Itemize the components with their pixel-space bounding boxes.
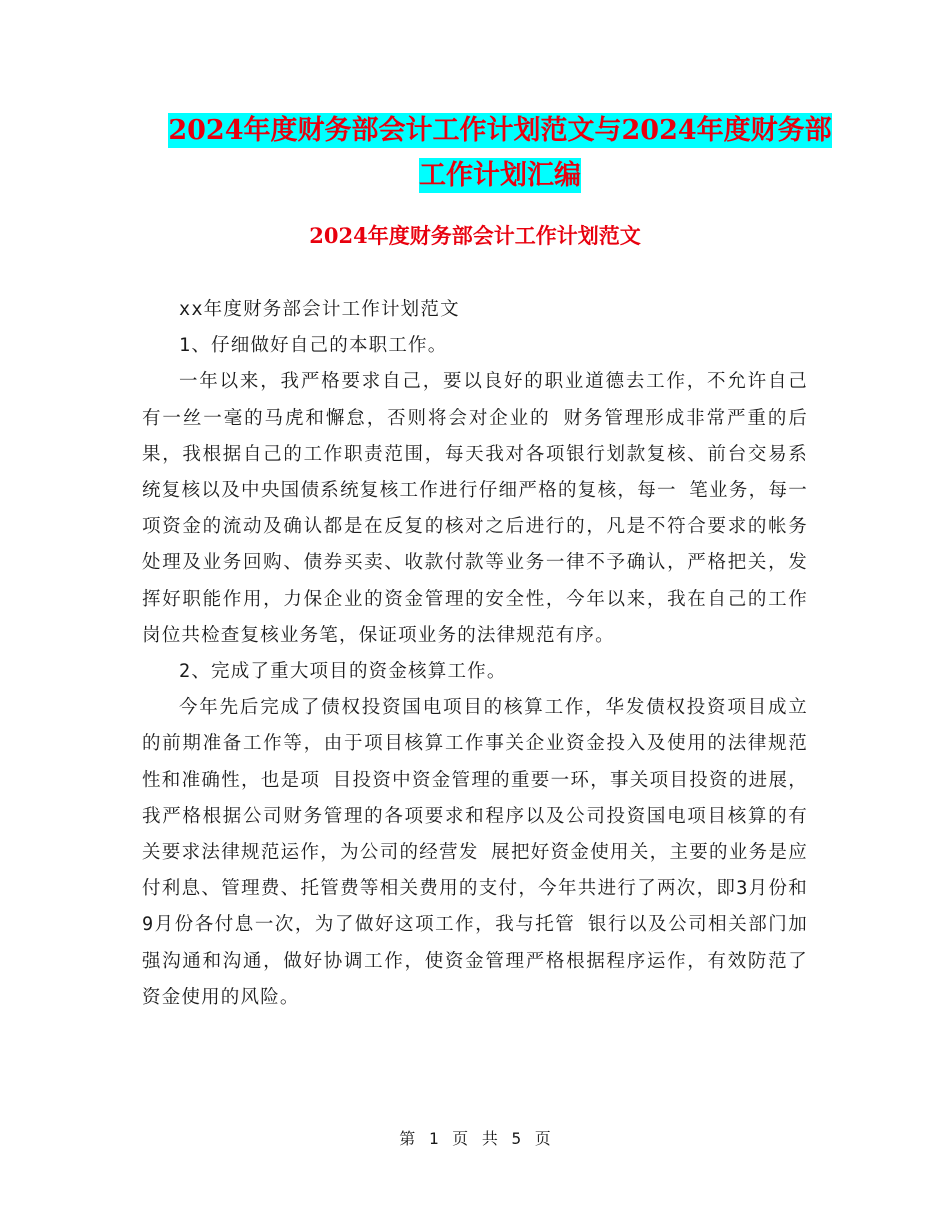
document-title — [150, 108, 850, 198]
document-body — [142, 292, 808, 1016]
paragraph: xx年度财务部会计工作计划范文 — [179, 299, 460, 320]
title-line-1: 2024年度财务部会计工作计划范文与2024年度财务部 — [168, 115, 832, 146]
paragraph: 1、仔细做好自己的本职工作。 — [179, 335, 448, 357]
section-title: 2024年度财务部会计工作计划范文 — [309, 223, 641, 248]
paragraph: 今年先后完成了债权投资国电项目的核算工作，华发债权投资项目成立的前期准备工作等，由于项目核算工作事关企业资金投入及使用的法律规范性和准确性，也是项 目投资中资金管理的重要一环，事关项目投资的进展，我严格根据公司财务管理的各项要求和程序以及公司投资国电项目核算的有关要求法律规范运作，为公司的经营发 展把好资金使用关，主要的业务是应付利息、管理费、托管费等相关费用的支付，今年共进行了两次，即3月份和9月份各付息一次，为了做好这项工作，我与托管 银行以及公司相关部门加强沟通和沟通，做好协调工作，使资金管理严格根据程序运作，有效防范了资金使用的风险。 — [142, 697, 808, 1008]
paragraph: 2、完成了重大项目的资金核算工作。 — [179, 661, 507, 683]
title-line-2: 工作计划汇编 — [419, 160, 581, 191]
paragraph: 一年以来，我严格要求自己，要以良好的职业道德去工作，不允许自己有一丝一毫的马虎和懈怠，否则将会对企业的 财务管理形成非常严重的后果，我根据自己的工作职责范围，每天我对各项银行划款复核、前台交易系统复核以及中央国债系统复核工作进行仔细严格的复核，每一 笔业务，每一项资金的流动及确认都是在反复的核对之后进行的，凡是不符合要求的帐务处理及业务回购、债券买卖、收款付款等业务一律不予确认，严格把关，发 挥好职能作用，力保企业的资金管理的安全性，今年以来，我在自己的工作岗位共检查复核业务笔，保证项业务的法律规范有序。 — [142, 371, 808, 646]
page-footer: 第 1 页 共 5 页 — [399, 1129, 551, 1148]
